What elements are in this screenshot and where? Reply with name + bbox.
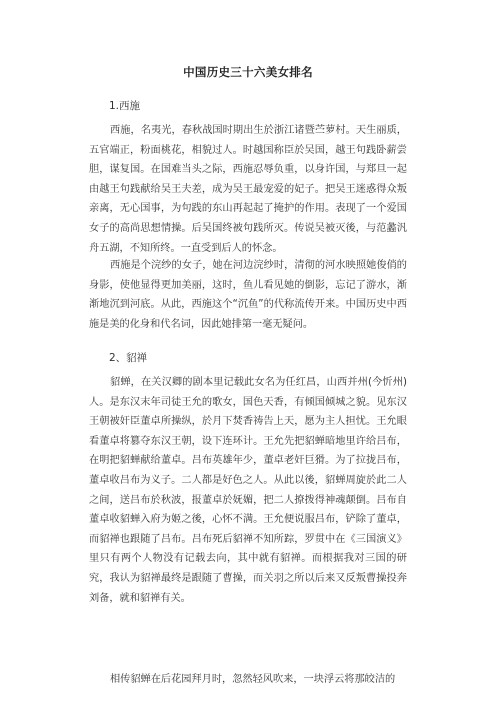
section-heading-diaochan: 2、貂禅	[109, 352, 148, 364]
paragraph-xishi-2: 西施是个浣纱的女子，她在河边浣纱时，清彻的河水映照她俊俏的身影，使他显得更加美丽，这时，鱼儿看见她的倒影，忘记了游水，渐渐地沉到河底。从此，西施这个“沉鱼”的代称流传开来。中国历史中西施是美的化身和代名词，因此她排第一毫无疑问。	[89, 260, 407, 330]
paragraph-diaochan-2: 相传貂蝉在后花园拜月时，忽然轻风吹来，一块浮云将那皎洁的	[110, 674, 396, 685]
section-heading-xishi: 1.西施	[109, 100, 141, 112]
paragraph-diaochan-1: 貂蝉，在关汉卿的剧本里记载此女名为任红昌，山西并州(今忻州)人。是东汉末年司徒王允的歌女，国色天香，有倾国倾城之貌。见东汉王朝被奸臣董卓所操纵，於月下焚香祷告上天，愿为主人担忧。王允眼看董卓将篡夺东汉王朝，设下连环计。王允先把貂蝉暗地里许给吕布，在明把貂蝉献给董卓。吕布英雄年少，董卓老奸巨猾。为了拉拢吕布，董卓收吕布为义子。二人都是好色之人。从此以後，貂蝉周旋於此二人之间，送吕布於秋波，报董卓於妩媚，把二人撩拨得神魂颠倒。吕布自董卓收貂蝉入府为姬之後，心怀不满。王允便说服吕布，铲除了董卓，而貂禅也跟随了吕布。吕布死后貂禅不知所踪，罗贯中在《三国演义》里只有两个人物没有记载去向，其中就有貂禅。而根据我对三国的研究，我认为貂禅最终是跟随了曹操，而关羽之所以后来又反叛曹操投奔刘备，就和貂禅有关。	[89, 377, 407, 604]
paragraph-xishi-1: 西施，名夷光，春秋战国时期出生於浙江诸暨苎萝村。天生丽质，五官端正，粉面桃花，相貌过人。时越国称臣於吴国，越王句践卧薪尝胆，谋复国。在国难当头之际，西施忍辱负重，以身许国，与郑旦一起由越王句践献给吴王夫差，成为吴王最宠爱的妃子。把吴王迷惑得众叛亲离，无心国事，为句践的东山再起起了掩护的作用。表现了一个爱国女子的高尚思想情操。后吴国终被句践所灭。传说吴被灭後，与范蠡汎舟五湖，不知所终。一直受到后人的怀念。	[89, 125, 407, 254]
document-title: 中国历史三十六美女排名	[183, 65, 313, 79]
